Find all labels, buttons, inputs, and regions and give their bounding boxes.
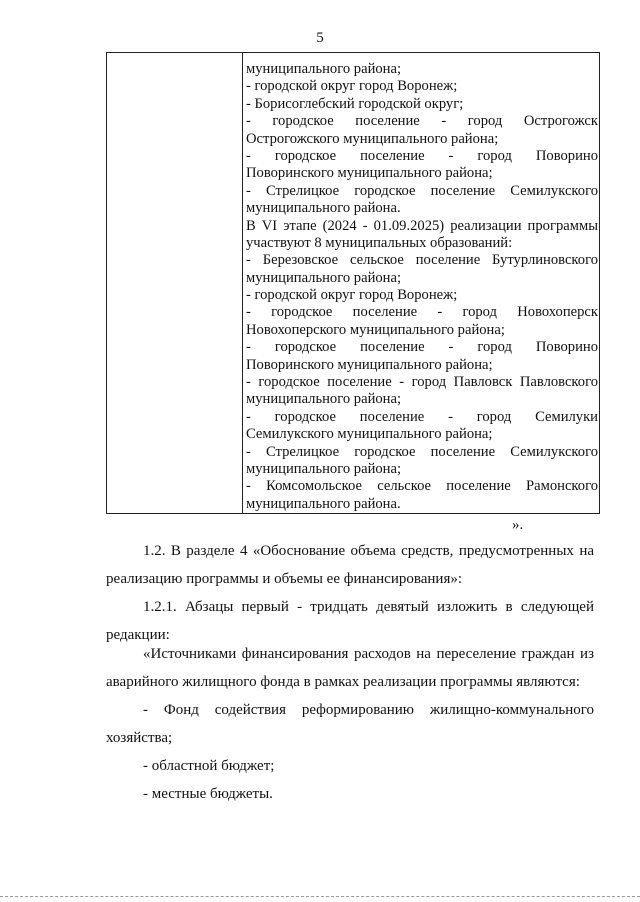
table-column-divider: [242, 53, 243, 513]
table-cell-line: муниципального района;: [246, 269, 402, 286]
paragraph-line: - Фонд содействия реформированию жилищно-коммунального: [143, 702, 594, 718]
table-cell-line: участвуют 8 муниципальных образований:: [246, 234, 513, 251]
table-cell-line: муниципального района;: [246, 391, 402, 408]
table-cell-line: - Комсомольское сельское поселение Рамонского: [246, 478, 598, 495]
program-stages-table: [106, 52, 600, 514]
paragraph-line: 1.2. В разделе 4 «Обоснование объема средств, предусмотренных на: [143, 543, 594, 559]
table-cell-line: муниципального района;: [246, 61, 402, 77]
table-cell-line: - городской округ город Воронеж;: [246, 78, 458, 95]
table-cell-line: В VI этапе (2024 - 01.09.2025) реализации программы: [246, 217, 598, 234]
paragraph-line: «Источниками финансирования расходов на переселение граждан из: [143, 646, 594, 662]
page-number: 5: [316, 30, 324, 46]
closing-quote-mark: ».: [512, 517, 524, 533]
table-cell-line: - городской округ город Воронеж;: [246, 287, 458, 304]
amendment-paragraphs-a: [106, 537, 594, 649]
table-cell-line: - городское поселение - город Новохоперск: [246, 304, 598, 321]
page-bottom-edge: [0, 896, 640, 897]
table-cell-line: муниципального района.: [246, 200, 401, 217]
table-cell-line: - городское поселение - город Острогожск: [246, 113, 598, 130]
table-cell-line: - городское поселение - город Поворино: [246, 147, 598, 164]
table-cell-line: муниципального района.: [246, 495, 401, 512]
table-cell-line: Поворинского муниципального района;: [246, 165, 493, 182]
table-cell-line: Поворинского муниципального района;: [246, 356, 493, 373]
amendment-paragraphs-b: [106, 640, 594, 808]
paragraph-line: аварийного жилищного фонда в рамках реализации программы являются:: [106, 674, 580, 690]
table-cell-line: Семилукского муниципального района;: [246, 426, 493, 443]
table-cell-line: - Стрелицкое городское поселение Семилукского: [246, 182, 598, 199]
paragraph-line: 1.2.1. Абзацы первый - тридцать девятый изложить в следующей: [143, 599, 594, 615]
table-cell-line: - Березовское сельское поселение Бутурлиновского: [246, 252, 598, 269]
paragraph-line: реализацию программы и объемы ее финансирования»:: [106, 571, 463, 587]
table-right-cell: [246, 61, 598, 513]
table-cell-line: Острогожского муниципального района;: [246, 130, 499, 147]
table-cell-line: - городское поселение - город Павловск Павловского: [246, 374, 598, 391]
table-cell-line: муниципального района;: [246, 460, 402, 477]
paragraph-line: - местные бюджеты.: [143, 786, 273, 802]
table-cell-line: - Борисоглебский городской округ;: [246, 95, 464, 112]
table-cell-line: - Стрелицкое городское поселение Семилукского: [246, 443, 598, 460]
table-cell-line: - городское поселение - город Семилуки: [246, 408, 598, 425]
paragraph-line: редакции:: [106, 627, 170, 643]
table-cell-line: Новохоперского муниципального района;: [246, 321, 505, 338]
paragraph-line: - областной бюджет;: [143, 758, 275, 774]
table-cell-line: - городское поселение - город Поворино: [246, 339, 598, 356]
paragraph-line: хозяйства;: [106, 730, 173, 746]
